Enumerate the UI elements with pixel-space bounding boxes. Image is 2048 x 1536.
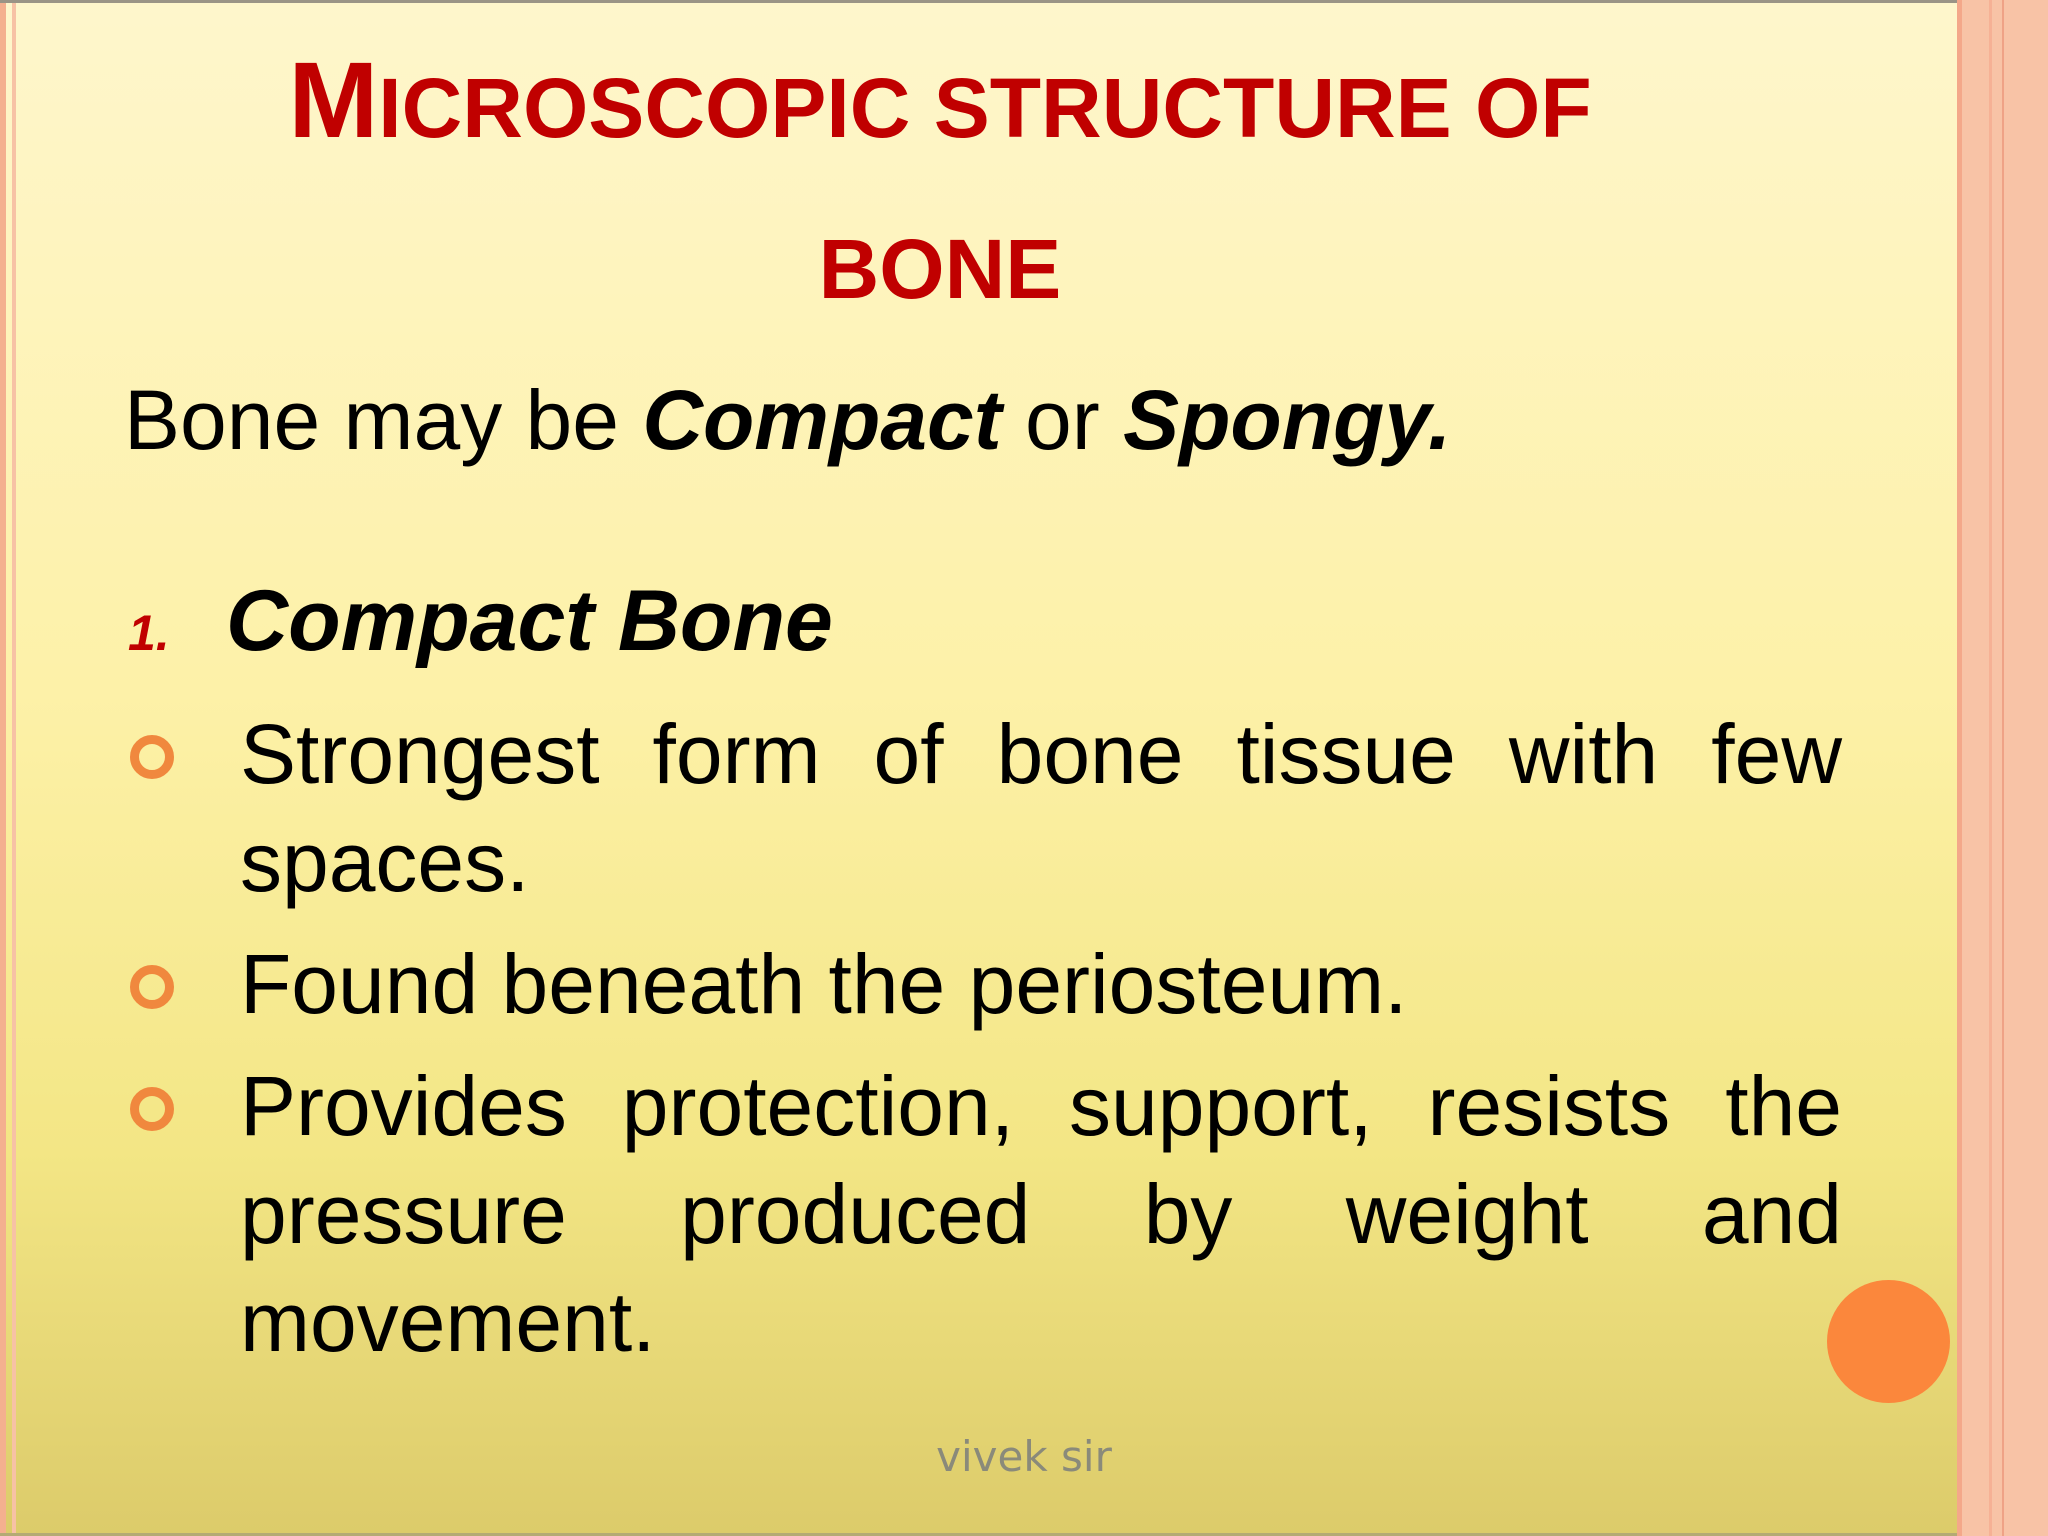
right-edge-line [2002, 0, 2004, 1536]
title-initial: M [288, 39, 379, 160]
intro-sentence [124, 372, 1451, 469]
slide-footer: vivek sir [936, 1432, 1112, 1481]
intro-middle: or [1001, 373, 1124, 467]
slide-title [150, 32, 1730, 362]
bullet-list [126, 700, 1842, 1390]
decorative-orange-circle [1827, 1280, 1950, 1403]
section-heading [128, 572, 833, 671]
bullet-text: Strongest form of bone tissue with few spaces. [240, 707, 1842, 909]
intro-prefix: Bone may be [124, 373, 643, 467]
hollow-circle-bullet-icon [130, 735, 174, 779]
list-item [126, 700, 1842, 916]
title-line-1: ICROSCOPIC STRUCTURE OF [378, 61, 1592, 155]
hollow-circle-bullet-icon [130, 965, 174, 1009]
bullet-text: Found beneath the periosteum. [240, 937, 1408, 1031]
bullet-text: Provides protection, support, resists the pressure produced by weight and movement. [240, 1059, 1842, 1369]
top-border-line [0, 0, 1960, 3]
right-edge-line [1957, 0, 1962, 1536]
left-border-decoration [0, 0, 22, 1536]
right-edge-line [1989, 0, 1992, 1536]
list-item [126, 1052, 1842, 1376]
hollow-circle-bullet-icon [130, 1087, 174, 1131]
section-number: 1. [128, 605, 170, 661]
title-line-2: BONE [818, 222, 1062, 316]
list-item [126, 930, 1842, 1038]
intro-term-spongy: Spongy. [1123, 373, 1452, 467]
intro-term-compact: Compact [642, 373, 1002, 467]
section-title: Compact Bone [226, 573, 833, 669]
